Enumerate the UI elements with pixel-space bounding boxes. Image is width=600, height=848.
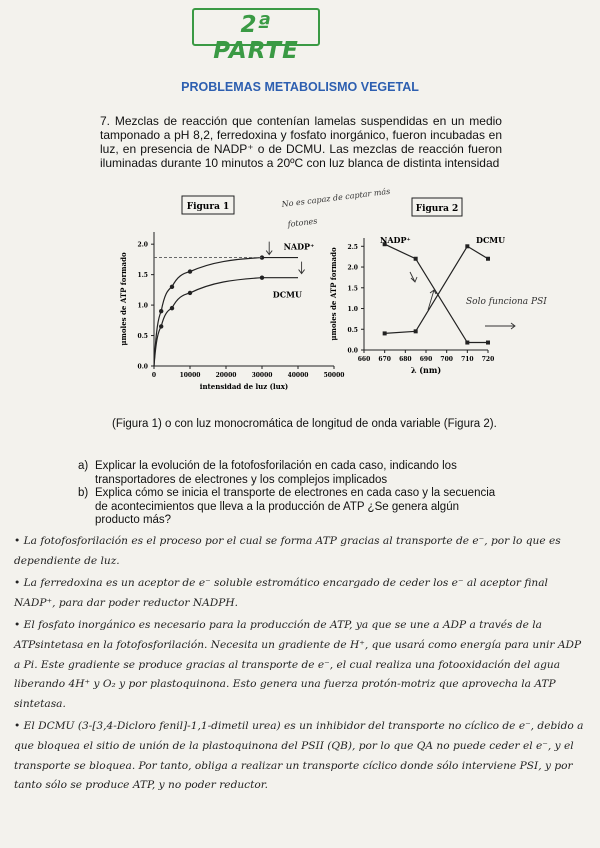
x-tick-label: 720 — [481, 356, 495, 363]
x-tick-label: 670 — [378, 356, 391, 363]
y-tick-label: 1.5 — [137, 272, 148, 280]
answer-paragraph-4: • El DCMU (3-[3,4-Dicloro fenil]-1,1-dimetil urea) es un inhibidor del transporte no cíclico de e⁻, debido a que bloquea el sitio de unión de la plastoquinona del PSII (QB), por lo que QA no puede ceder el e⁻, y el transporte se bloquea. Por tanto, obliga a realizar un transporte cíclico donde sólo interviene PSI, y por tanto sólo se produce ATP, y no poder reductor. — [14, 720, 584, 792]
answer-paragraph-1: • La fotofosforilación es el proceso por el cual se forma ATP gracias al transporte de e⁻, por lo que es dependiente de luz. — [14, 535, 561, 567]
y-tick-label: 1.5 — [347, 285, 358, 293]
data-point — [465, 341, 469, 345]
x-tick-label: 50000 — [323, 372, 345, 379]
figure-1-plot — [119, 232, 344, 391]
y-tick-label: 2.0 — [137, 241, 148, 249]
page-title: PROBLEMAS METABOLISMO VEGETAL — [181, 80, 419, 94]
x-tick-label: 0 — [151, 372, 157, 379]
data-point — [486, 341, 490, 345]
figure-1-title: Figura 1 — [186, 202, 230, 212]
series-line-nadp — [154, 258, 298, 366]
problem-number: 7. — [100, 114, 111, 128]
x-tick-label: 30000 — [251, 372, 273, 379]
x-tick-label: 690 — [419, 356, 433, 363]
y-tick-label: 0.5 — [137, 333, 148, 341]
y-tick-label: 0.5 — [347, 326, 358, 334]
series-label-nadp: NADP⁺ — [380, 235, 411, 245]
x-tick-label: 710 — [461, 356, 474, 363]
figures — [110, 186, 547, 410]
series-line-dcmu — [385, 246, 488, 333]
y-tick-label: 2.0 — [347, 264, 358, 272]
figure-caption: (Figura 1) o con luz monocromática de longitud de onda variable (Figura 2). — [112, 418, 497, 430]
y-tick-label: 1.0 — [137, 302, 148, 310]
data-point — [188, 269, 192, 273]
x-tick-label: 660 — [357, 356, 371, 363]
answer-paragraph-3: • El fosfato inorgánico es necesario para la producción de ATP, ya que se une a ADP a través de la ATPsintetasa en la fotofosforilación. Necesita un gradiente de H⁺, que usará como energía para unir ADP a Pi. Este gradiente se produce gracias al transporte de e⁻, el cual realiza una fotooxidación del agua liberando 4H⁺ y O₂ y por plastoquinona. Esto genera una fuerza protón-motriz que aprovecha la ATP sintetasa. — [14, 619, 582, 710]
figure-2 — [329, 198, 547, 375]
question-b-text: Explica cómo se inicia el transporte de electrones en cada caso y la secuencia de acontecimientos que lleva a la producción de ATP ¿Se genera algún producto más? — [95, 487, 496, 526]
problem-text: Mezclas de reacción que contenían lamelas suspendidas en un medio tamponado a pH 8,2, ferredoxina y fosfato inorgánico, fueron incubadas en luz, en presencia de NADP⁺ o de DCMU. Las mezclas de reacción fueron iluminadas durante 10 minutos a 20ºC con luz blanca de distinta intensidad — [100, 114, 502, 170]
y-tick-label: 2.5 — [347, 243, 358, 251]
data-point — [159, 324, 163, 328]
data-point — [260, 275, 264, 279]
figure-2-note: Solo funciona PSI — [466, 297, 547, 307]
y-tick-label: 0.0 — [137, 363, 148, 371]
x-tick-label: 10000 — [179, 372, 201, 379]
y-tick-label: 0.0 — [347, 347, 358, 355]
series-label-dcmu: DCMU — [476, 235, 506, 245]
x-tick-label: 700 — [440, 356, 453, 363]
x-axis-label: intensidad de luz (lux) — [199, 382, 289, 391]
series-line-nadp — [385, 244, 488, 342]
data-point — [465, 244, 469, 248]
data-point — [188, 291, 192, 295]
y-tick-label: 1.0 — [347, 306, 358, 314]
decrease-arrow — [410, 272, 417, 282]
figure-1-note-line2: fotones — [287, 216, 318, 229]
data-point — [486, 257, 490, 261]
data-point — [414, 257, 418, 261]
drop-arrow — [299, 262, 305, 274]
question-a-text: Explicar la evolución de la fotofosforilación en cada caso, indicando los transportadores de electrones y los complejos implicados — [95, 460, 457, 486]
part-stamp — [192, 8, 320, 64]
figure-2-plot — [329, 235, 547, 375]
figure-2-title: Figura 2 — [415, 204, 459, 214]
data-point — [170, 285, 174, 289]
answer-paragraph-2: • La ferredoxina es un aceptor de e⁻ soluble estromático encargado de ceder los e⁻ al aceptor final NADP⁺, para dar poder reductor NADPH. — [14, 577, 548, 609]
series-label-dcmu: DCMU — [272, 289, 302, 300]
handwritten-answer — [14, 532, 586, 799]
question-a-key: a) — [78, 460, 89, 472]
question-b-key: b) — [78, 487, 89, 499]
data-point — [414, 329, 418, 333]
data-point — [170, 306, 174, 310]
y-axis-label: μmoles de ATP formado — [119, 252, 128, 346]
note-arrow — [485, 323, 515, 329]
x-tick-label: 20000 — [215, 372, 237, 379]
x-axis-label: λ (nm) — [410, 365, 442, 375]
problem-statement — [100, 114, 502, 170]
x-tick-label: 680 — [399, 356, 412, 363]
y-axis-label: μmoles de ATP formado — [329, 247, 338, 341]
x-tick-label: 40000 — [287, 372, 309, 379]
figure-1-note-line1: No es capaz de captar más — [281, 186, 391, 209]
data-point — [383, 331, 387, 335]
data-point — [159, 309, 163, 313]
pointer-arrow — [266, 242, 272, 255]
series-label-nadp: NADP⁺ — [283, 241, 315, 252]
part-stamp-text: 2ª PARTE — [213, 12, 299, 64]
